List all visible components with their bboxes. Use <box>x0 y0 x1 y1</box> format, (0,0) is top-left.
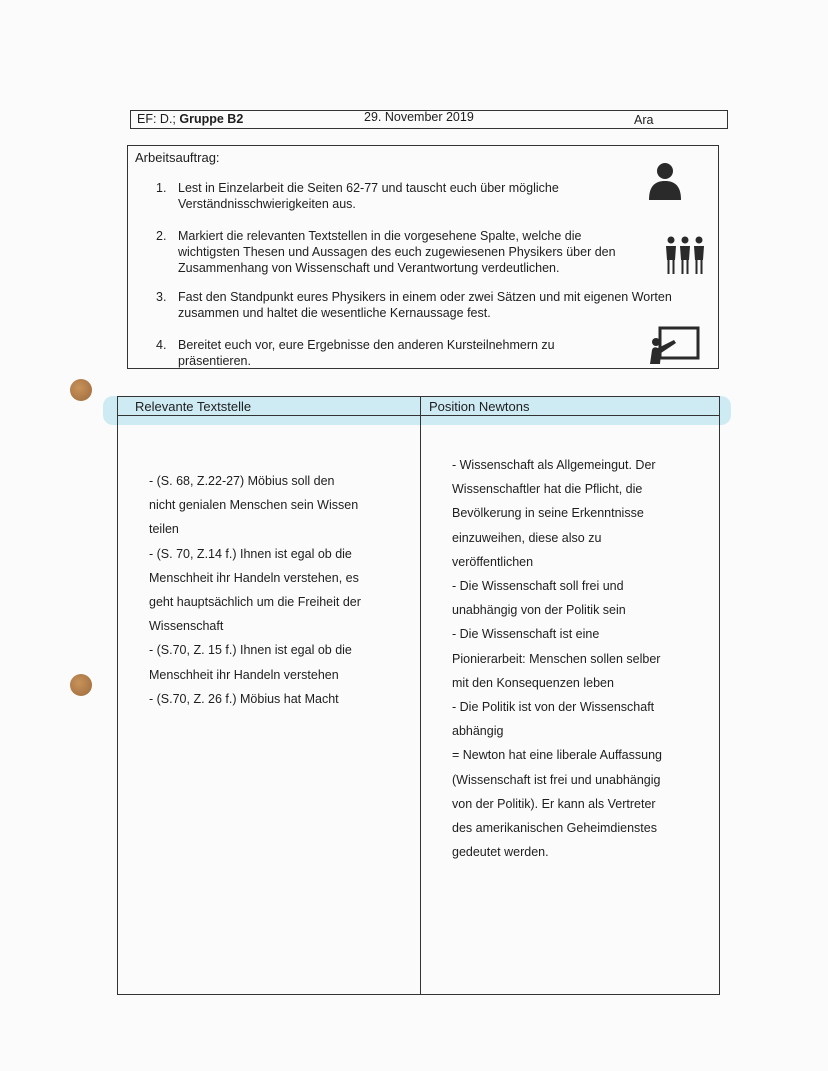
group-label: Gruppe B2 <box>179 112 244 126</box>
text-line: - (S.70, Z. 15 f.) Ihnen ist egal ob die <box>149 643 352 658</box>
text-line: von der Politik). Er kann als Vertreter <box>452 796 656 811</box>
text-line: geht hauptsächlich um die Freiheit der <box>149 595 361 610</box>
text-line: - Wissenschaft als Allgemeingut. Der <box>452 458 656 472</box>
course-label <box>137 111 243 128</box>
date-label: 29. November 2019 <box>364 110 474 124</box>
text-line: einzuweihen, diese also zu <box>452 530 602 545</box>
text-line: Wissenschaft <box>149 619 224 634</box>
text-line: Menschheit ihr Handeln verstehen <box>149 667 339 682</box>
punch-hole-top <box>70 379 92 401</box>
task-line: Fast den Standpunkt eures Physikers in einem oder zwei Sätzen und mit eigenen Worten <box>178 290 672 304</box>
text-line: des amerikanischen Geheimdienstes <box>452 821 657 836</box>
text-line: (Wissenschaft ist frei und unabhängig <box>452 772 661 787</box>
text-line: - (S. 68, Z.22-27) Möbius soll den <box>149 474 335 488</box>
text-line: Bevölkerung in seine Erkenntnisse <box>452 506 644 521</box>
group-icon <box>663 234 707 278</box>
text-line: - Die Wissenschaft soll frei und <box>452 579 624 594</box>
text-line: unabhängig von der Politik sein <box>452 603 626 618</box>
person-icon <box>645 160 685 202</box>
task-box <box>127 145 719 369</box>
task-line: Verständnisschwierigkeiten aus. <box>178 197 356 211</box>
text-line: nicht genialen Menschen sein Wissen <box>149 498 359 513</box>
textstelle-cell <box>149 469 361 711</box>
task-title: Arbeitsauftrag: <box>135 150 220 165</box>
text-line: - (S. 70, Z.14 f.) Ihnen ist egal ob die <box>149 546 352 561</box>
column-header-position: Position Newtons <box>429 399 530 414</box>
task-line: Markiert die relevanten Textstellen in die vorgesehene Spalte, welche die <box>178 229 582 243</box>
text-line: abhängig <box>452 724 504 739</box>
task-line: wichtigsten Thesen und Aussagen des euch zugewiesenen Physikers über den <box>178 245 616 259</box>
task-line: Bereitet euch vor, eure Ergebnisse den anderen Kursteilnehmern zu <box>178 338 555 352</box>
task-number: 2. <box>156 229 167 243</box>
task-line: Lest in Einzelarbeit die Seiten 62-77 und tauscht euch über mögliche <box>178 181 559 195</box>
text-line: gedeutet werden. <box>452 845 549 860</box>
task-line: zusammen und haltet die wesentliche Kernaussage fest. <box>178 306 491 320</box>
task-number: 1. <box>156 181 167 195</box>
text-line: = Newton hat eine liberale Auffassung <box>452 748 662 763</box>
header-bar <box>130 110 728 129</box>
column-header-textstelle: Relevante Textstelle <box>135 399 252 414</box>
task-number: 3. <box>156 290 167 304</box>
course-prefix: EF: D.; <box>137 112 176 126</box>
text-line: teilen <box>149 522 179 537</box>
punch-hole-bottom <box>70 674 92 696</box>
task-line: Zusammenhang von Wissenschaft und Verantwortung verdeutlichen. <box>178 261 560 275</box>
task-number: 4. <box>156 338 167 352</box>
task-line: präsentieren. <box>178 354 251 368</box>
student-name: Ara <box>634 113 654 127</box>
table-header-row <box>118 397 719 416</box>
presentation-icon <box>646 326 702 366</box>
text-line: Menschheit ihr Handeln verstehen, es <box>149 570 359 585</box>
text-line: - Die Wissenschaft ist eine <box>452 627 600 642</box>
text-line: - Die Politik ist von der Wissenschaft <box>452 700 655 715</box>
text-line: veröffentlichen <box>452 554 534 569</box>
position-cell <box>452 453 662 864</box>
text-line: Pionierarbeit: Menschen sollen selber <box>452 651 661 666</box>
notes-table <box>117 396 720 995</box>
text-line: Wissenschaftler hat die Pflicht, die <box>452 482 643 497</box>
text-line: mit den Konsequenzen leben <box>452 675 614 690</box>
text-line: - (S.70, Z. 26 f.) Möbius hat Macht <box>149 691 339 706</box>
column-divider <box>420 397 421 994</box>
